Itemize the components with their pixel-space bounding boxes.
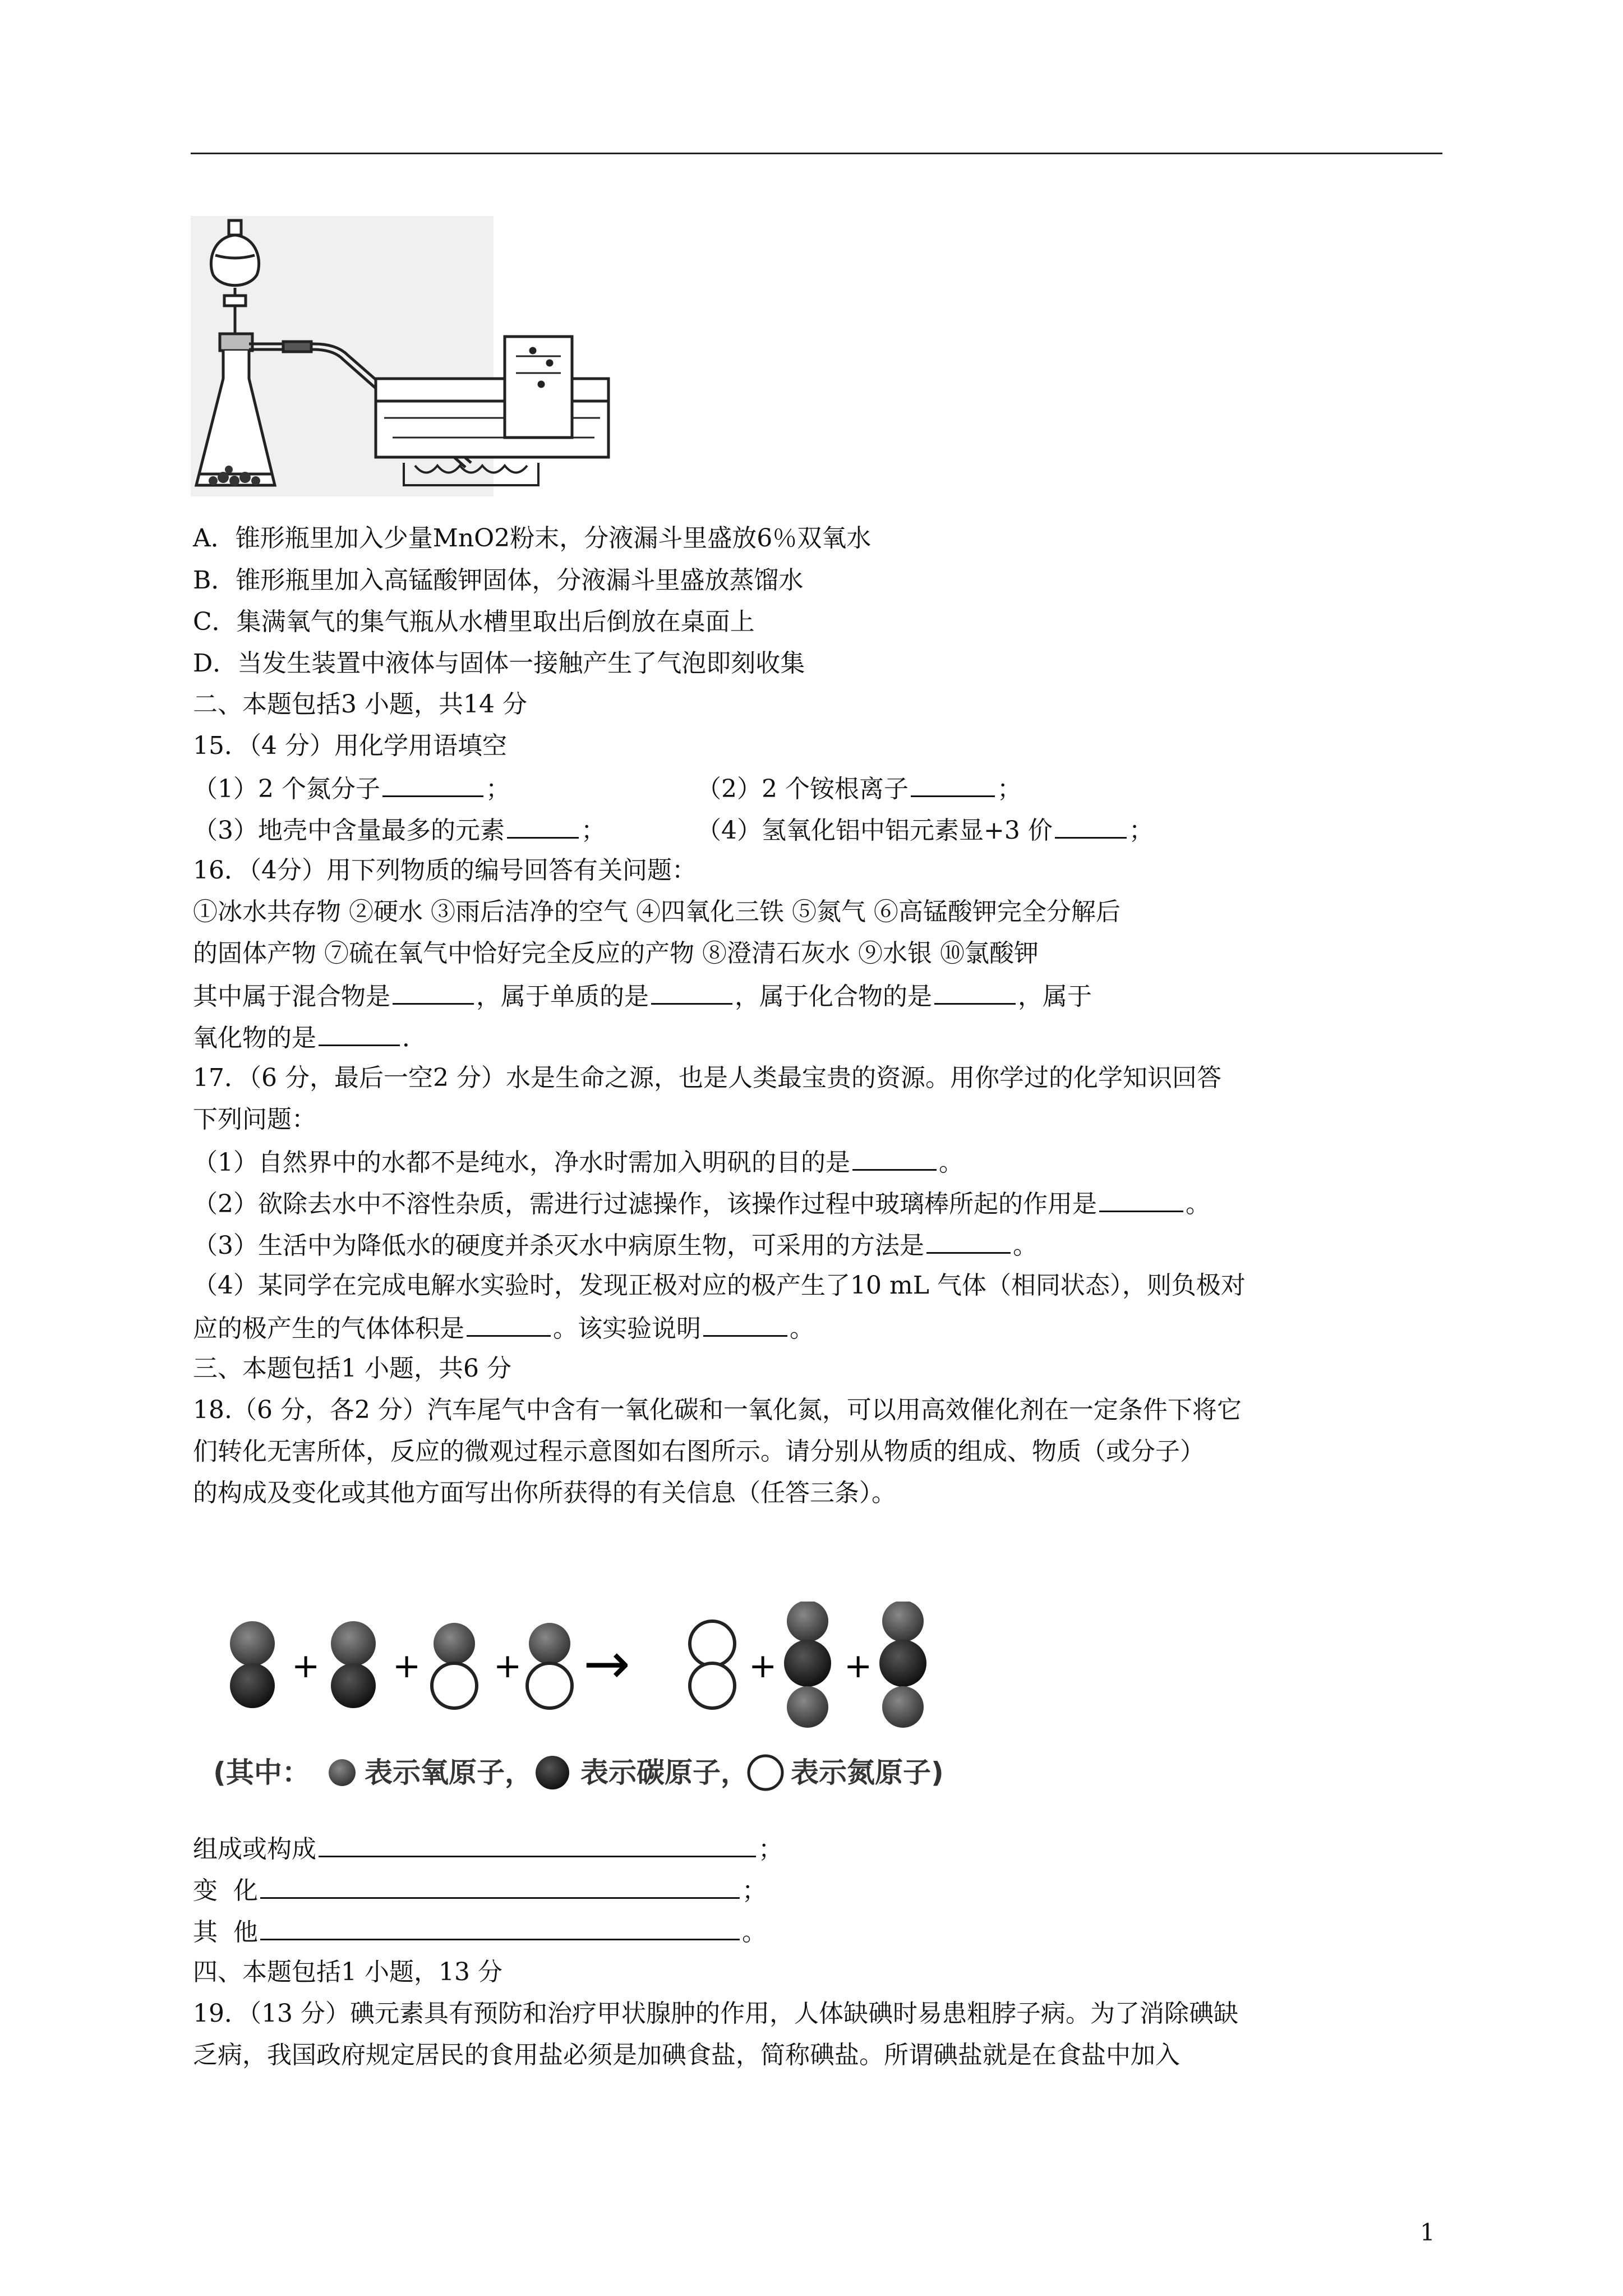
- co2-molecule-2: [879, 1602, 926, 1728]
- q15-part-1: （1）2 个氮分子 ；: [193, 771, 510, 806]
- oxygen-apparatus-figure: [191, 216, 617, 499]
- q15-part-2: （2）2 个铵根离子 ；: [697, 771, 1022, 806]
- q18-stem-1: 18.（6 分，各2 分）汽车尾气中含有一氧化碳和一氧化氮，可以用高效催化剂在一定条件下将它: [193, 1396, 1242, 1424]
- q17-part-4: （4）某同学在完成电解水实验时，发现正极对应的极产生了10 mL 气体（相同状态），则负极对: [193, 1271, 1246, 1300]
- co2-molecule-1: [784, 1602, 831, 1728]
- q17-part-3: （3）生活中为降低水的硬度并杀灭水中病原生物，可采用的方法是 。: [193, 1227, 1038, 1263]
- answer-blank[interactable]: [1099, 1186, 1183, 1212]
- q17-part-2: （2）欲除去水中不溶性杂质，需进行过滤操作，该操作过程中玻璃棒所起的作用是 。: [193, 1186, 1210, 1221]
- q17-part-4-cont: 应的极产生的气体体积是 。该实验说明 。: [193, 1310, 814, 1346]
- legend-oxygen: 表示氧原子，: [365, 1756, 533, 1789]
- plus-sign: +: [393, 1646, 421, 1686]
- no-molecule-1: [432, 1623, 477, 1708]
- q15-part-4: （4）氢氧化铝中铝元素显+3 价 ；: [697, 812, 1154, 848]
- nitrogen-atom-key: [749, 1756, 782, 1789]
- q17-stem-1: 17．（6 分，最后一空2 分）水是生命之源，也是人类最宝贵的资源。用你学过的化学知识回答: [193, 1064, 1221, 1092]
- q18-stem-3: 的构成及变化或其他方面写出你所获得的有关信息（任答三条）。: [193, 1479, 896, 1507]
- q16-list-line-2: 的固体产物 ⑦硫在氧气中恰好完全反应的产物 ⑧澄清石灰水 ⑨水银 ⑩氯酸钾: [193, 939, 1039, 968]
- option-b: B．锥形瓶里加入高锰酸钾固体，分液漏斗里盛放蒸馏水: [193, 566, 804, 595]
- diagram-legend: [213, 1756, 944, 1789]
- q16-list-line-1: ①冰水共存物 ②硬水 ③雨后洁净的空气 ④四氧化三铁 ⑤氮气 ⑥高锰酸钾完全分解后: [193, 898, 1121, 926]
- q15-part-3: （3）地壳中含量最多的元素 ；: [193, 812, 606, 848]
- answer-blank[interactable]: [393, 978, 474, 1005]
- q18-answer-change: 变 化 ；: [193, 1872, 767, 1908]
- legend-carbon: 表示碳原子，: [580, 1756, 749, 1789]
- q17-stem-2: 下列问题：: [193, 1105, 316, 1134]
- page-number: 1: [1420, 2219, 1435, 2246]
- no-molecule-2: [527, 1623, 572, 1708]
- gas-collection-bottle: [505, 337, 572, 438]
- answer-blank[interactable]: [467, 1310, 551, 1337]
- q19-line-2: 乏病，我国政府规定居民的食用盐必须是加碘食盐，简称碘盐。所谓碘盐就是在食盐中加入: [193, 2041, 1180, 2069]
- reaction-diagram: [213, 1602, 1161, 1815]
- answer-blank[interactable]: [934, 978, 1016, 1005]
- q17-part-1: （1）自然界中的水都不是纯水，净水时需加入明矾的目的是 。: [193, 1144, 963, 1180]
- q18-stem-2: 们转化无害所体，反应的微观过程示意图如右图所示。请分别从物质的组成、物质（或分子）: [193, 1437, 1205, 1466]
- co-molecule-1: [230, 1621, 275, 1708]
- section-3-heading: 三、本题包括1 小题，共6 分: [193, 1354, 511, 1383]
- answer-blank[interactable]: [911, 771, 995, 797]
- water-trough: [376, 379, 608, 457]
- option-d: D．当发生装置中液体与固体一接触产生了气泡即刻收集: [193, 649, 805, 678]
- answer-blank[interactable]: [319, 1831, 756, 1857]
- carbon-atom-key: [536, 1756, 569, 1789]
- answer-blank[interactable]: [926, 1227, 1011, 1254]
- co-molecule-2: [331, 1621, 376, 1708]
- answer-blank[interactable]: [1055, 812, 1127, 839]
- plus-sign: +: [749, 1646, 777, 1686]
- plus-sign: +: [494, 1646, 522, 1686]
- q19-line-1: 19．（13 分）碘元素具有预防和治疗甲状腺肿的作用，人体缺碘时易患粗脖子病。为了消除碘缺: [193, 1999, 1238, 2028]
- section-4-heading: 四、本题包括1 小题，13 分: [193, 1958, 502, 1986]
- answer-blank[interactable]: [703, 1310, 787, 1337]
- legend-nitrogen: 表示氮原子): [791, 1756, 944, 1789]
- q18-answer-composition: 组成或构成 ；: [193, 1831, 783, 1866]
- answer-blank[interactable]: [260, 1872, 740, 1899]
- plus-sign: +: [292, 1646, 320, 1686]
- answer-blank[interactable]: [319, 1020, 400, 1046]
- q16-question: 其中属于混合物是 ，属于单质的是 ，属于化合物的是 ，属于: [193, 978, 1092, 1014]
- q18-answer-other: 其 他 。: [193, 1914, 767, 1949]
- plus-sign: +: [844, 1646, 873, 1686]
- n2-molecule: [690, 1621, 735, 1708]
- answer-blank[interactable]: [651, 978, 732, 1005]
- oxygen-atom-key: [329, 1759, 356, 1786]
- q16-stem: 16．（4分）用下列物质的编号回答有关问题：: [193, 856, 697, 885]
- header-rule: [191, 153, 1442, 154]
- answer-blank[interactable]: [507, 812, 579, 839]
- answer-blank[interactable]: [382, 771, 483, 797]
- answer-blank[interactable]: [260, 1914, 740, 1940]
- q15-stem: 15．（4 分）用化学用语填空: [193, 731, 507, 760]
- reaction-arrow: →: [583, 1631, 630, 1696]
- section-2-heading: 二、本题包括3 小题，共14 分: [193, 690, 527, 719]
- answer-blank[interactable]: [852, 1144, 937, 1171]
- option-c: C．集满氧气的集气瓶从水槽里取出后倒放在桌面上: [193, 608, 755, 636]
- q16-question-cont: 氧化物的是 ．: [193, 1020, 427, 1055]
- legend-prefix: (其中：: [213, 1756, 310, 1789]
- option-a: A．锥形瓶里加入少量MnO2粉末，分液漏斗里盛放6％双氧水: [193, 524, 872, 553]
